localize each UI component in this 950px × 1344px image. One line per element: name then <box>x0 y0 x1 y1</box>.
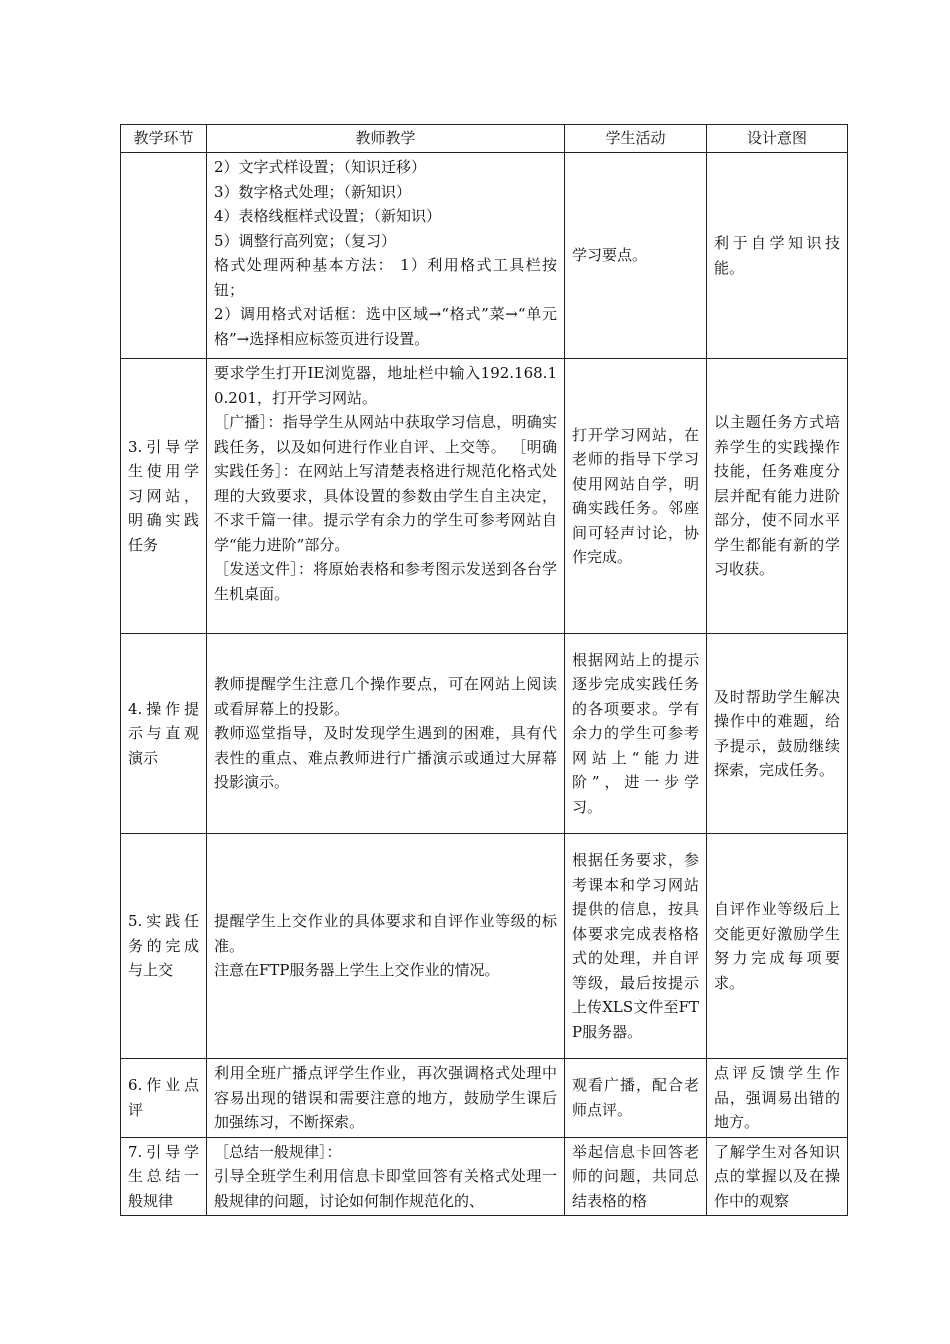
section-cell: 6.作业点评 <box>121 1059 207 1138</box>
teacher-line: 5）调整行高列宽；（复习） <box>214 231 397 250</box>
table-row <box>121 634 848 834</box>
teacher-line: 引导全班学生利用信息卡即堂回答有关格式处理一般规律的问题，讨论如何制作规范化的、 <box>214 1167 557 1210</box>
table-row <box>121 359 848 634</box>
intent-cell: 点评反馈学生作品，强调易出错的地方。 <box>707 1059 848 1138</box>
section-cell: 4.操作提示与直观演示 <box>121 634 207 834</box>
teacher-line: 2）调用格式对话框：选中区域→“格式”菜→“单元格”→选择相应标签页进行设置。 <box>214 305 557 348</box>
student-cell: 观看广播，配合老师点评。 <box>565 1059 707 1138</box>
intent-cell: 自评作业等级后上交能更好激励学生努力完成每项要求。 <box>707 834 848 1059</box>
teacher-line: ［发送文件］：将原始表格和参考图示发送到各台学生机桌面。 <box>214 560 557 603</box>
table-row <box>121 1059 848 1138</box>
teacher-line: 2）文字式样设置；（知识迁移） <box>214 158 427 176</box>
student-cell: 根据网站上的提示逐步完成实践任务的各项要求。学有余力的学生可参考网站上“能力进阶”，进一步学习。 <box>565 634 707 834</box>
header-student: 学生活动 <box>565 125 707 153</box>
intent-cell: 以主题任务方式培养学生的实践操作技能，任务难度分层并配有能力进阶部分，使不同水平学生都能有新的学习收获。 <box>707 359 848 634</box>
header-section: 教学环节 <box>121 125 207 153</box>
table-row <box>121 1137 848 1216</box>
student-cell: 根据任务要求，参考课本和学习网站提供的信息，按具体要求完成表格格式的处理，并自评等级，最后按提示上传XLS文件至FTP服务器。 <box>565 834 707 1059</box>
teacher-line: 教师巡堂指导，及时发现学生遇到的困难，具有代表性的重点、难点教师进行广播演示或通过大屏幕投影演示。 <box>214 724 557 792</box>
header-teacher: 教师教学 <box>207 125 565 153</box>
teacher-cell <box>207 359 565 634</box>
teacher-line: 教师提醒学生注意几个操作要点，可在网站上阅读或看屏幕上的投影。 <box>214 675 557 718</box>
table-row <box>121 834 848 1059</box>
teacher-cell <box>207 1059 565 1138</box>
lesson-plan-table <box>120 124 848 1216</box>
intent-cell: 及时帮助学生解决操作中的难题，给予提示，鼓励继续探索，完成任务。 <box>707 634 848 834</box>
teacher-line: 注意在FTP服务器上学生上交作业的情况。 <box>214 961 500 980</box>
teacher-line: ［广播］：指导学生从网站中获取学习信息，明确实践任务，以及如何进行作业自评、上交等。 ［明确实践任务］：在网站上写清楚表格进行规范化格式处理的大致要求，具体设置的参数由学生自主决定，不求千篇一律。提示学有余力的学生可参考网站自学“能力进阶”部分。 <box>214 413 557 554</box>
intent-cell: 利于自学知识技能。 <box>707 153 848 359</box>
section-cell <box>121 153 207 359</box>
teacher-line: ［总结一般规律］： <box>214 1142 342 1161</box>
section-cell: 3.引导学生使用学习网站，明确实践任务 <box>121 359 207 634</box>
teacher-cell <box>207 834 565 1059</box>
table-row <box>121 153 848 359</box>
teacher-line: 利用全班广播点评学生作业，再次强调格式处理中容易出现的错误和需要注意的地方，鼓励学生课后加强练习，不断探索。 <box>214 1064 557 1131</box>
intent-cell: 了解学生对各知识点的掌握以及在操作中的观察 <box>707 1137 848 1216</box>
header-intent: 设计意图 <box>707 125 848 153</box>
teacher-line: 3）数字格式处理；（新知识） <box>214 182 412 201</box>
teacher-cell <box>207 634 565 834</box>
teacher-cell <box>207 1137 565 1216</box>
teacher-line: 提醒学生上交作业的具体要求和自评作业等级的标准。 <box>214 912 557 955</box>
section-cell: 7.引导学生总结一般规律 <box>121 1137 207 1216</box>
teacher-line: 格式处理两种基本方法： 1）利用格式工具栏按钮； <box>214 256 557 299</box>
header-row <box>121 125 848 153</box>
section-cell: 5.实践任务的完成与上交 <box>121 834 207 1059</box>
teacher-line: 要求学生打开IE浏览器，地址栏中输入192.168.10.201，打开学习网站。 <box>214 364 557 407</box>
teacher-line: 4）表格线框样式设置；（新知识） <box>214 207 442 225</box>
teacher-cell <box>207 153 565 359</box>
student-cell: 打开学习网站，在老师的指导下学习使用网站自学，明确实践任务。邻座间可轻声讨论，协作完成。 <box>565 359 707 634</box>
student-cell: 学习要点。 <box>565 153 707 359</box>
student-cell: 举起信息卡回答老师的问题，共同总结表格的格 <box>565 1137 707 1216</box>
